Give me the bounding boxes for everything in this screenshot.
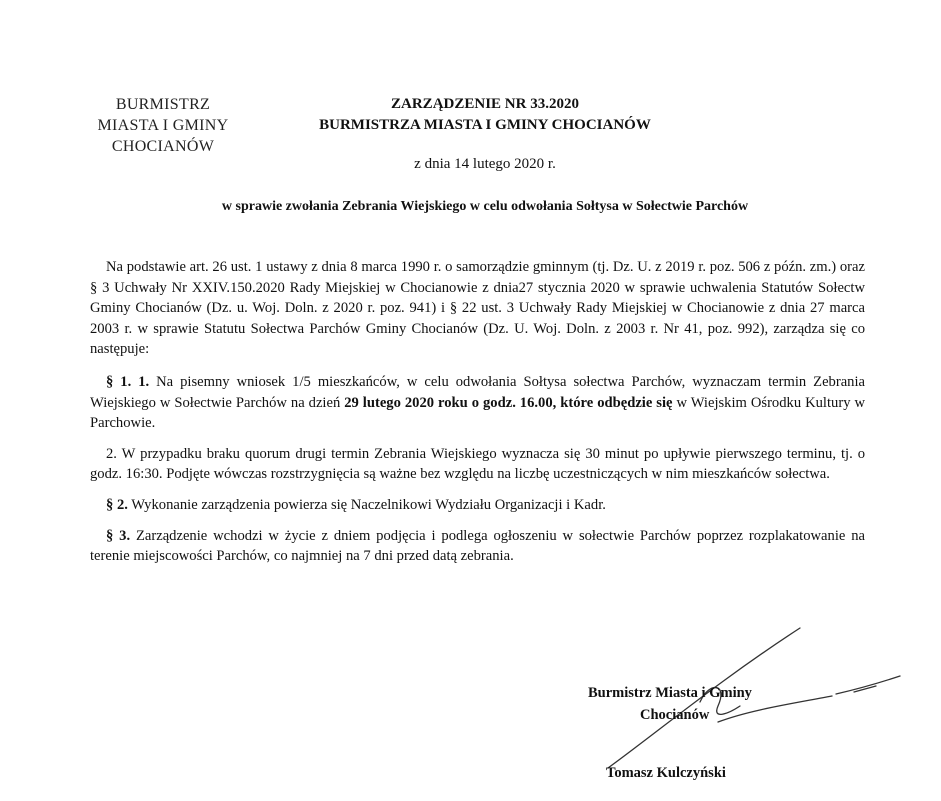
signature-stroke-tail xyxy=(836,676,900,694)
section-2-paragraph xyxy=(90,495,865,516)
legal-basis-paragraph: Na podstawie art. 26 ust. 1 ustawy z dnia 8 marca 1990 r. o samorządzie gminnym (tj. Dz. U. z 2019 r. poz. 506 z późn. zm.) oraz § 3 Uchwały Nr XXIV.150.2020 Rady Miejskiej w Chocianowie z dnia27 stycznia 2020 w sprawie uchwalenia Statutów Sołectw Gminy Chocianów (Dz. u. Woj. Doln. z 2020 r. poz. 941) i § 22 ust. 3 Uchwały Rady Miejskiej w Chocianowie z dnia 27 marca 2003 r. w sprawie Statutu Sołectwa Parchów Gminy Chocianów (Dz. U. Woj. Doln. z 2003 r. Nr 41, poz. 992), zarządza się co następuje: xyxy=(90,259,865,358)
section-3-mark: § 3. xyxy=(106,527,131,544)
section-1-mark: § 1. 1. xyxy=(106,373,150,390)
section-2-mark: § 2. xyxy=(106,496,128,513)
stamp-line-2: MIASTA I GMINY xyxy=(97,117,229,134)
document-subject: w sprawie zwołania Zebrania Wiejskiego w celu odwołania Sołtysa w Sołectwie Parchów xyxy=(221,199,749,214)
document-title: ZARZĄDZENIE NR 33.2020 xyxy=(391,96,579,112)
signatory-city: Chocianów xyxy=(640,707,710,723)
signatory-name: Tomasz Kulczyński xyxy=(606,765,726,781)
stamp-line-3: CHOCIANÓW xyxy=(111,138,215,155)
document-issuer: BURMISTRZA MIASTA I GMINY CHOCIANÓW xyxy=(319,117,651,133)
document-date: z dnia 14 lutego 2020 r. xyxy=(414,156,556,172)
stamp-line-1: BURMISTRZ xyxy=(115,96,211,113)
document-title-block xyxy=(250,94,720,136)
issuer-stamp xyxy=(78,94,248,157)
section-3-paragraph xyxy=(90,526,865,567)
section-1-paragraph-1 xyxy=(90,372,865,434)
section-1-text-b: w Wiejskim Ośrodku Kultury w Parchowie. xyxy=(90,394,865,432)
section-3-text: Zarządzenie wchodzi w życie z dniem podjęcia i podlega ogłoszeniu w sołectwie Parchów poprzez rozplakatowanie na terenie miejscowości Parchów, co najmniej na 7 dni przed datą zebrania. xyxy=(90,527,865,565)
section-1-meeting-date: 29 lutego 2020 roku o godz. 16.00, które odbędzie się xyxy=(344,394,673,411)
section-1-text-a: Na pisemny wniosek 1/5 mieszkańców, w celu odwołania Sołtysa sołectwa Parchów, wyznaczam termin Zebrania Wiejskiego w Sołectwie Parchów na dzień xyxy=(90,373,866,411)
section-2-text: Wykonanie zarządzenia powierza się Naczelnikowi Wydziału Organizacji i Kadr. xyxy=(127,496,606,513)
signatory-title: Burmistrz Miasta i Gminy xyxy=(588,685,752,701)
document-body xyxy=(90,257,865,577)
section-1-paragraph-2: 2. W przypadku braku quorum drugi termin Zebrania Wiejskiego wyznacza się 30 minut po upływie pierwszego terminu, tj. o godz. 16:30. Podjęte wówczas rozstrzygnięcia są ważne bez względu na liczbę uczestniczących w nim mieszkańców sołectwa. xyxy=(90,445,865,483)
